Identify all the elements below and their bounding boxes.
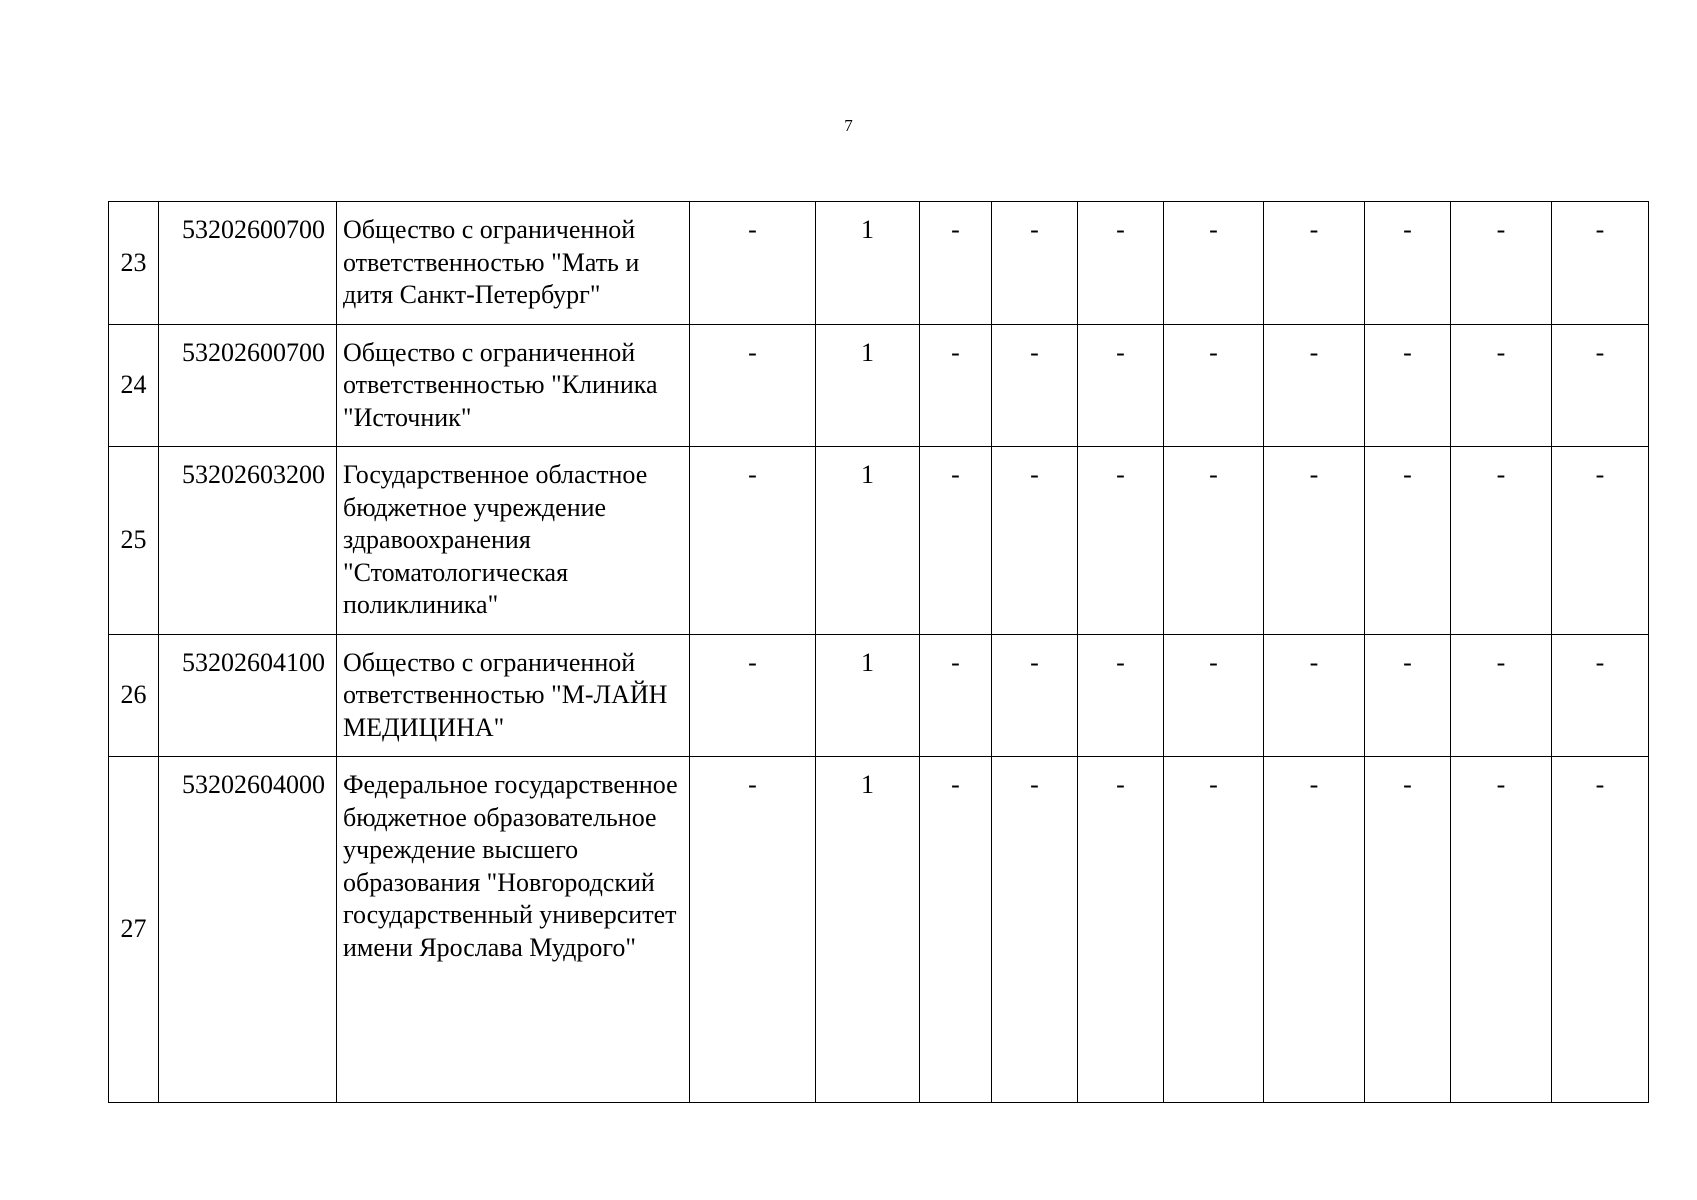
table-row [109,757,1649,1103]
value-cell: - [1365,757,1451,1103]
value-cell: - [1451,634,1552,757]
value-cell: - [1365,202,1451,325]
value-cell: - [1451,447,1552,635]
value-cell: - [1365,324,1451,447]
org-name: Общество с ограниченной ответственностью "М-ЛАЙН МЕДИЦИНА" [337,634,690,757]
value-cell: - [1164,757,1264,1103]
org-name: Общество с ограниченной ответственностью "Мать и дитя Санкт-Петербург" [337,202,690,325]
value-cell: - [1164,324,1264,447]
org-code: 53202604000 [159,757,337,1103]
row-number: 26 [109,634,159,757]
value-cell: - [1264,634,1365,757]
value-cell: - [920,324,992,447]
value-cell: - [1552,202,1649,325]
value-cell: - [1264,202,1365,325]
value-cell: - [1264,324,1365,447]
value-cell: - [992,757,1078,1103]
value-cell: - [920,634,992,757]
row-number: 25 [109,447,159,635]
page-number: 7 [844,116,853,135]
value-cell: - [920,202,992,325]
value-cell: - [1078,447,1164,635]
value-cell: - [1264,757,1365,1103]
org-name: Государственное областное бюджетное учреждение здравоохранения "Стоматологическая поликлиника" [337,447,690,635]
value-cell: - [690,757,816,1103]
value-cell: - [920,447,992,635]
value-cell: - [992,202,1078,325]
value-cell: - [1552,447,1649,635]
value-cell: 1 [816,634,920,757]
organizations-table [108,201,1649,1103]
value-cell: - [1078,202,1164,325]
row-number: 23 [109,202,159,325]
value-cell: - [992,447,1078,635]
value-cell: - [1552,634,1649,757]
table-row [109,324,1649,447]
org-code: 53202600700 [159,202,337,325]
value-cell: - [1078,757,1164,1103]
value-cell: - [1164,634,1264,757]
value-cell: 1 [816,202,920,325]
value-cell: - [1552,324,1649,447]
value-cell: - [1078,634,1164,757]
org-code: 53202604100 [159,634,337,757]
value-cell: 1 [816,757,920,1103]
value-cell: - [1552,757,1649,1103]
org-code: 53202600700 [159,324,337,447]
value-cell: - [992,324,1078,447]
value-cell: - [690,324,816,447]
row-number: 27 [109,757,159,1103]
value-cell: - [1451,757,1552,1103]
table-row [109,202,1649,325]
value-cell: - [1264,447,1365,635]
value-cell: - [690,634,816,757]
value-cell: 1 [816,324,920,447]
value-cell: - [1365,447,1451,635]
table-row [109,447,1649,635]
value-cell: - [690,447,816,635]
value-cell: - [1451,324,1552,447]
value-cell: - [1451,202,1552,325]
value-cell: - [1164,202,1264,325]
value-cell: - [690,202,816,325]
value-cell: 1 [816,447,920,635]
value-cell: - [1365,634,1451,757]
table-row [109,634,1649,757]
org-code: 53202603200 [159,447,337,635]
value-cell: - [920,757,992,1103]
value-cell: - [1078,324,1164,447]
org-name: Общество с ограниченной ответственностью "Клиника "Источник" [337,324,690,447]
org-name: Федеральное государственное бюджетное образовательное учреждение высшего образования "Новгородский государственный университет имени Ярослава Мудрого" [337,757,690,1103]
row-number: 24 [109,324,159,447]
value-cell: - [1164,447,1264,635]
value-cell: - [992,634,1078,757]
